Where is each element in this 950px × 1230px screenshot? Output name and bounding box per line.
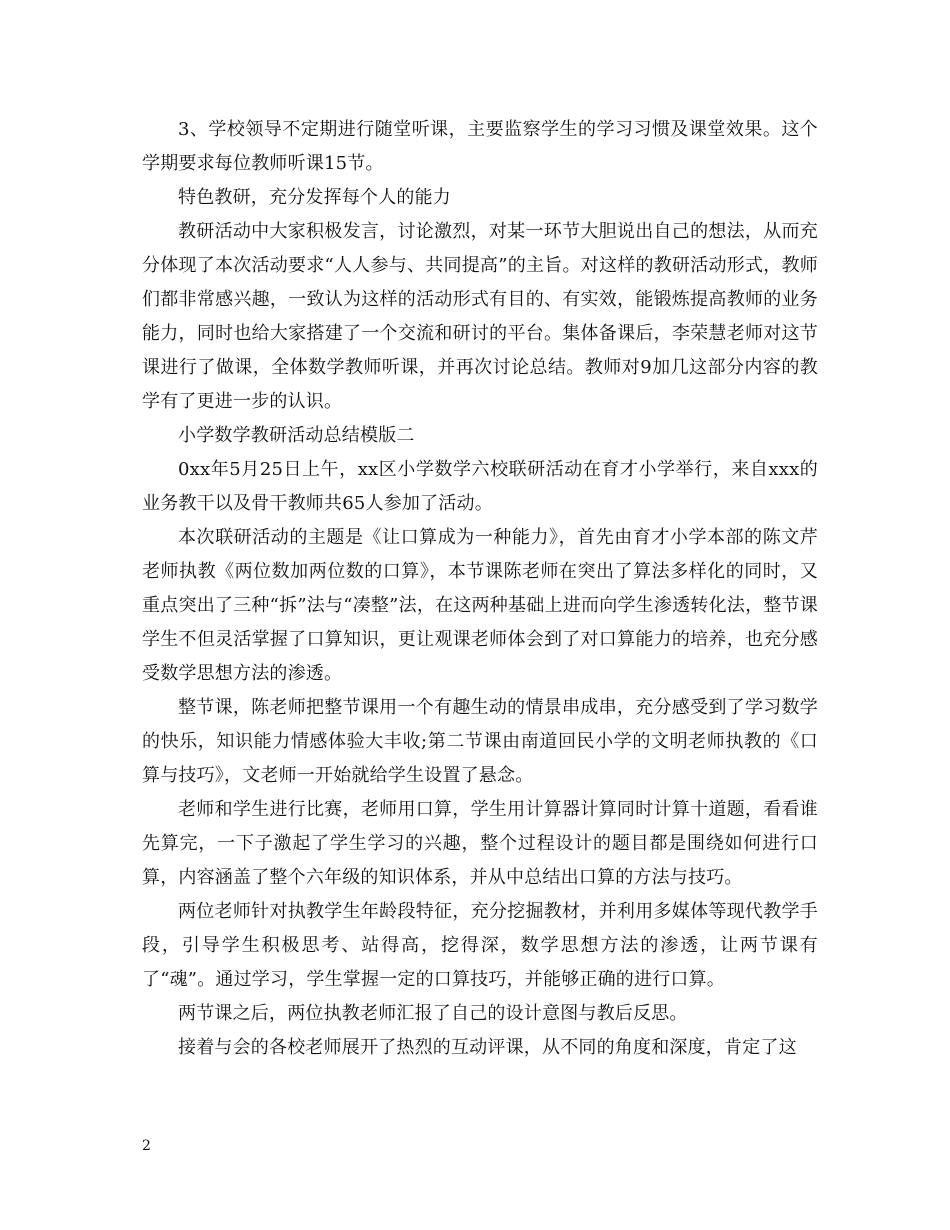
paragraph-joint-activity: 0xx年5月25日上午，xx区小学数学六校联研活动在育才小学举行，来自xxx的业务教干以及骨干教师共65人参加了活动。 [142, 459, 818, 514]
page-number: 2 [142, 1138, 151, 1154]
paragraph-heading-feature-research: 特色教研，充分发挥每个人的能力 [178, 187, 451, 208]
paragraph-theme: 本次联研活动的主题是《让口算成为一种能力》，首先由育才小学本部的陈文芹老师执教《两位数加两位数的口算》，本节课陈老师在突出了算法多样化的同时，又重点突出了三种“拆”法与“凑整”法，在这两种基础上进而向学生渗透转化法，整节课学生不但灵活掌握了口算知识，更让观课老师体会到了对口算能力的培养，也充分感受数学思想方法的渗透。 [142, 527, 818, 684]
paragraph-heading-template-two: 小学数学教研活动总结模版二 [178, 425, 415, 446]
paragraph-observation: 3、学校领导不定期进行随堂听课，主要监察学生的学习习惯及课堂效果。这个学期要求每位教师听课15节。 [142, 119, 818, 174]
paragraph-two-teachers: 两位老师针对执教学生年龄段特征，充分挖掘教材，并利用多媒体等现代教学手段，引导学生积极思考、站得高，挖得深，数学思想方法的渗透，让两节课有了“魂”。通过学习，学生掌握一定的口算技巧，并能够正确的进行口算。 [142, 901, 818, 990]
paragraph-research-activity: 教研活动中大家积极发言，讨论激烈，对某一环节大胆说出自己的想法，从而充分体现了本次活动要求“人人参与、共同提高”的主旨。对这样的教研活动形式，教师们都非常感兴趣，一致认为这样的活动形式有目的、有实效，能锻炼提高教师的业务能力，同时也给大家搭建了一个交流和研讨的平台。集体备课后，李荣慧老师对这节课进行了做课，全体数学教师听课，并再次讨论总结。教师对9加几这部分内容的教学有了更进一步的认识。 [142, 221, 818, 412]
paragraph-evaluation: 接着与会的各校老师展开了热烈的互动评课，从不同的角度和深度，肯定了这 [178, 1037, 797, 1058]
document-body [142, 113, 818, 1065]
paragraph-after-lessons: 两节课之后，两位执教老师汇报了自己的设计意图与教后反思。 [178, 1003, 688, 1024]
paragraph-competition: 老师和学生进行比赛，老师用口算，学生用计算器计算同时计算十道题，看看谁先算完，一下子激起了学生学习的兴趣，整个过程设计的题目都是围绕如何进行口算，内容涵盖了整个六年级的知识体系，并从中总结出口算的方法与技巧。 [142, 799, 818, 888]
paragraph-whole-lesson: 整节课，陈老师把整节课用一个有趣生动的情景串成串，充分感受到了学习数学的快乐，知识能力情感体验大丰收;第二节课由南道回民小学的文明老师执教的《口算与技巧》，文老师一开始就给学生设置了悬念。 [142, 697, 818, 786]
